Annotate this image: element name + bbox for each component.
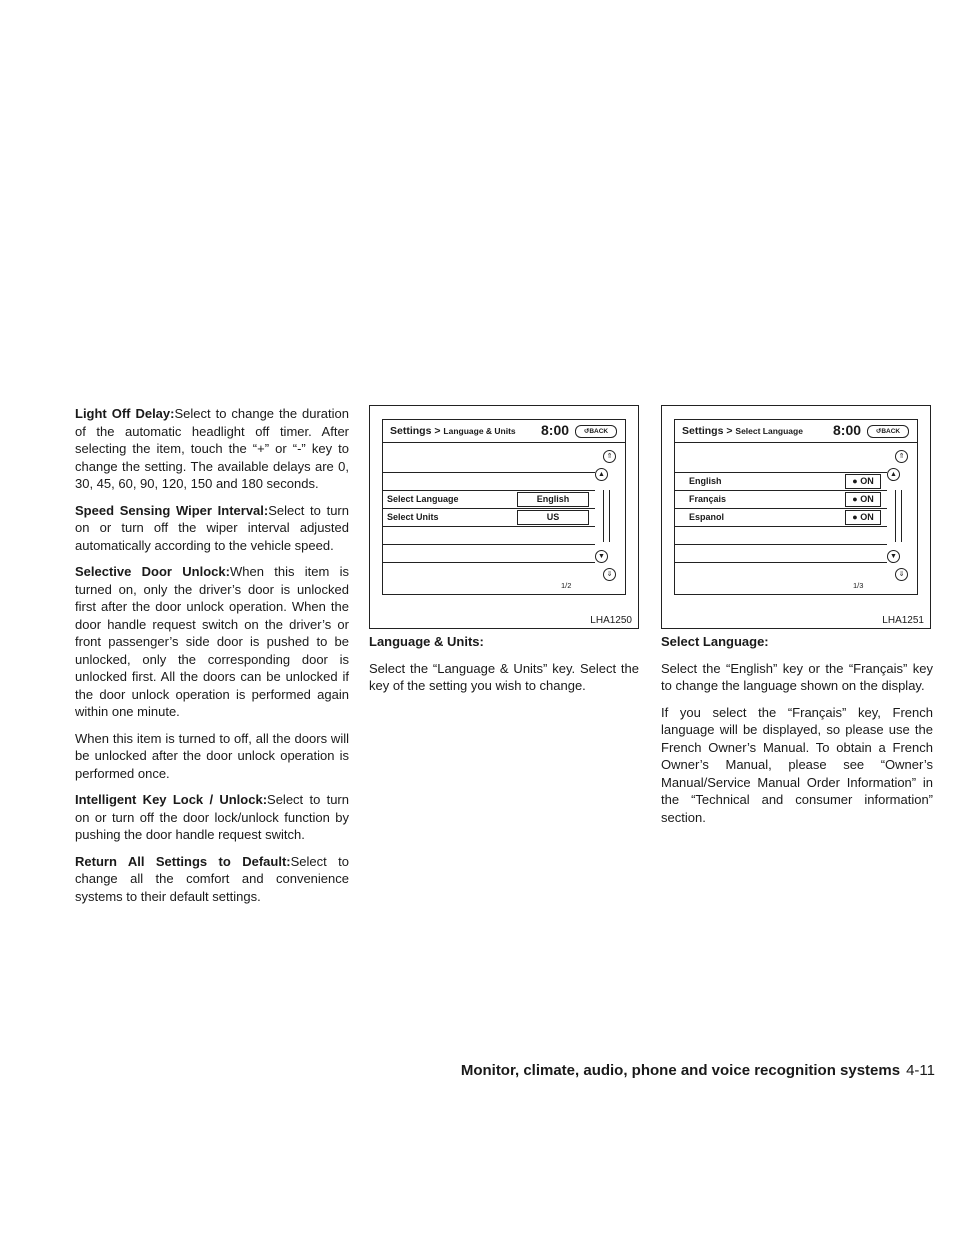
paragraph-language-units: Select the “Language & Units” key. Select the key of the setting you wish to change. [369, 660, 639, 693]
figure-code: LHA1250 [590, 615, 632, 626]
screen-title: Settings > Language & Units [390, 425, 516, 437]
scroll-top-icon[interactable]: ⇑ [895, 450, 908, 463]
page-number: 4-11 [906, 1062, 935, 1079]
espanol-on-toggle[interactable]: ● ON [845, 510, 881, 525]
footer-section-title: Monitor, climate, audio, phone and voice recognition systems [460, 1062, 901, 1079]
row-divider [675, 472, 887, 473]
clock: 8:00 [833, 422, 862, 438]
scroll-up-icon[interactable]: ▲ [595, 468, 608, 481]
select-language-value[interactable]: English [517, 492, 589, 507]
paragraph-french-manual: If you select the “Français” key, French language will be displayed, so please use the French Owner’s Manual. To obtain a French Owner’s Manual, please see “Owner’s Manual/Service Manual Order Information” in the “Technical and consumer information” section. [661, 704, 933, 825]
page-indicator: 1/3 [853, 581, 864, 590]
back-button[interactable]: ↺BACK [867, 425, 909, 438]
francais-on-toggle[interactable]: ● ON [845, 492, 881, 507]
row-divider [675, 562, 887, 563]
scroll-bottom-icon[interactable]: ⇓ [895, 568, 908, 581]
scrollbar[interactable] [603, 490, 610, 542]
row-label-english: English [689, 476, 722, 486]
heading-select-language: Select Language: [661, 634, 769, 649]
screen-language-units [382, 419, 626, 595]
back-button[interactable]: ↺BACK [575, 425, 617, 438]
row-divider [383, 490, 595, 491]
row-divider [383, 562, 595, 563]
figure-select-language [661, 405, 931, 629]
row-divider [383, 472, 595, 473]
scroll-up-icon[interactable]: ▲ [887, 468, 900, 481]
row-divider [675, 508, 887, 509]
figure-code: LHA1251 [882, 615, 924, 626]
row-label-select-language: Select Language [387, 494, 459, 504]
paragraph-light-off-delay: Light Off Delay:Select to change the duration of the automatic headlight off timer. After selecting the item, touch the “+” or “-” key to change the setting. The available delays are 0, 30, 45, 60, 90, 120, 150 and 180 seconds. [75, 406, 350, 491]
scroll-down-icon[interactable]: ▼ [595, 550, 608, 563]
scroll-top-icon[interactable]: ⇑ [603, 450, 616, 463]
row-divider [675, 490, 887, 491]
left-column [75, 405, 349, 914]
row-divider [383, 544, 595, 545]
row-divider [675, 526, 887, 527]
middle-column [369, 633, 639, 704]
paragraph-wiper-interval: Speed Sensing Wiper Interval:Select to turn on or turn off the wiper interval adjusted automatically according to the vehicle speed. [75, 502, 349, 553]
row-label-select-units: Select Units [387, 512, 439, 522]
screen-select-language [674, 419, 918, 595]
clock: 8:00 [541, 422, 570, 438]
scroll-down-icon[interactable]: ▼ [887, 550, 900, 563]
select-units-value[interactable]: US [517, 510, 589, 525]
screen-title: Settings > Select Language [682, 425, 803, 437]
paragraph-selective-door-unlock: Selective Door Unlock:When this item is turned on, only the driver’s door is unlocked first after the door unlock operation. When the door handle request switch on the driver’s or front passenger’s side door is pushed to be unlocked, only the corresponding door is unlocked first. All the doors can be unlocked if the door unlock operation is performed again within one minute. [75, 564, 349, 719]
english-on-toggle[interactable]: ● ON [845, 474, 881, 489]
row-divider [675, 544, 887, 545]
page-indicator: 1/2 [561, 581, 572, 590]
paragraph-return-defaults: Return All Settings to Default:Select to change all the comfort and convenience systems to their default settings. [75, 853, 349, 904]
figure-language-units [369, 405, 639, 629]
screen-header [383, 420, 625, 443]
paragraph-door-unlock-off: When this item is turned to off, all the doors will be unlocked after the door unlock operation is performed once. [75, 730, 349, 781]
paragraph-intelligent-key: Intelligent Key Lock / Unlock:Select to turn on or turn off the door lock/unlock function by pushing the door handle request switch. [75, 792, 349, 842]
scrollbar[interactable] [895, 490, 902, 542]
row-divider [383, 508, 595, 509]
page-footer [440, 1062, 935, 1079]
heading-language-units: Language & Units: [369, 634, 484, 649]
row-label-espanol: Espanol [689, 512, 725, 522]
scroll-bottom-icon[interactable]: ⇓ [603, 568, 616, 581]
paragraph-select-language: Select the “English” key or the “Français” key to change the language shown on the display. [661, 660, 933, 693]
row-label-francais: Français [689, 494, 727, 504]
screen-header [675, 420, 917, 443]
row-divider [383, 526, 595, 527]
right-column [661, 633, 933, 835]
